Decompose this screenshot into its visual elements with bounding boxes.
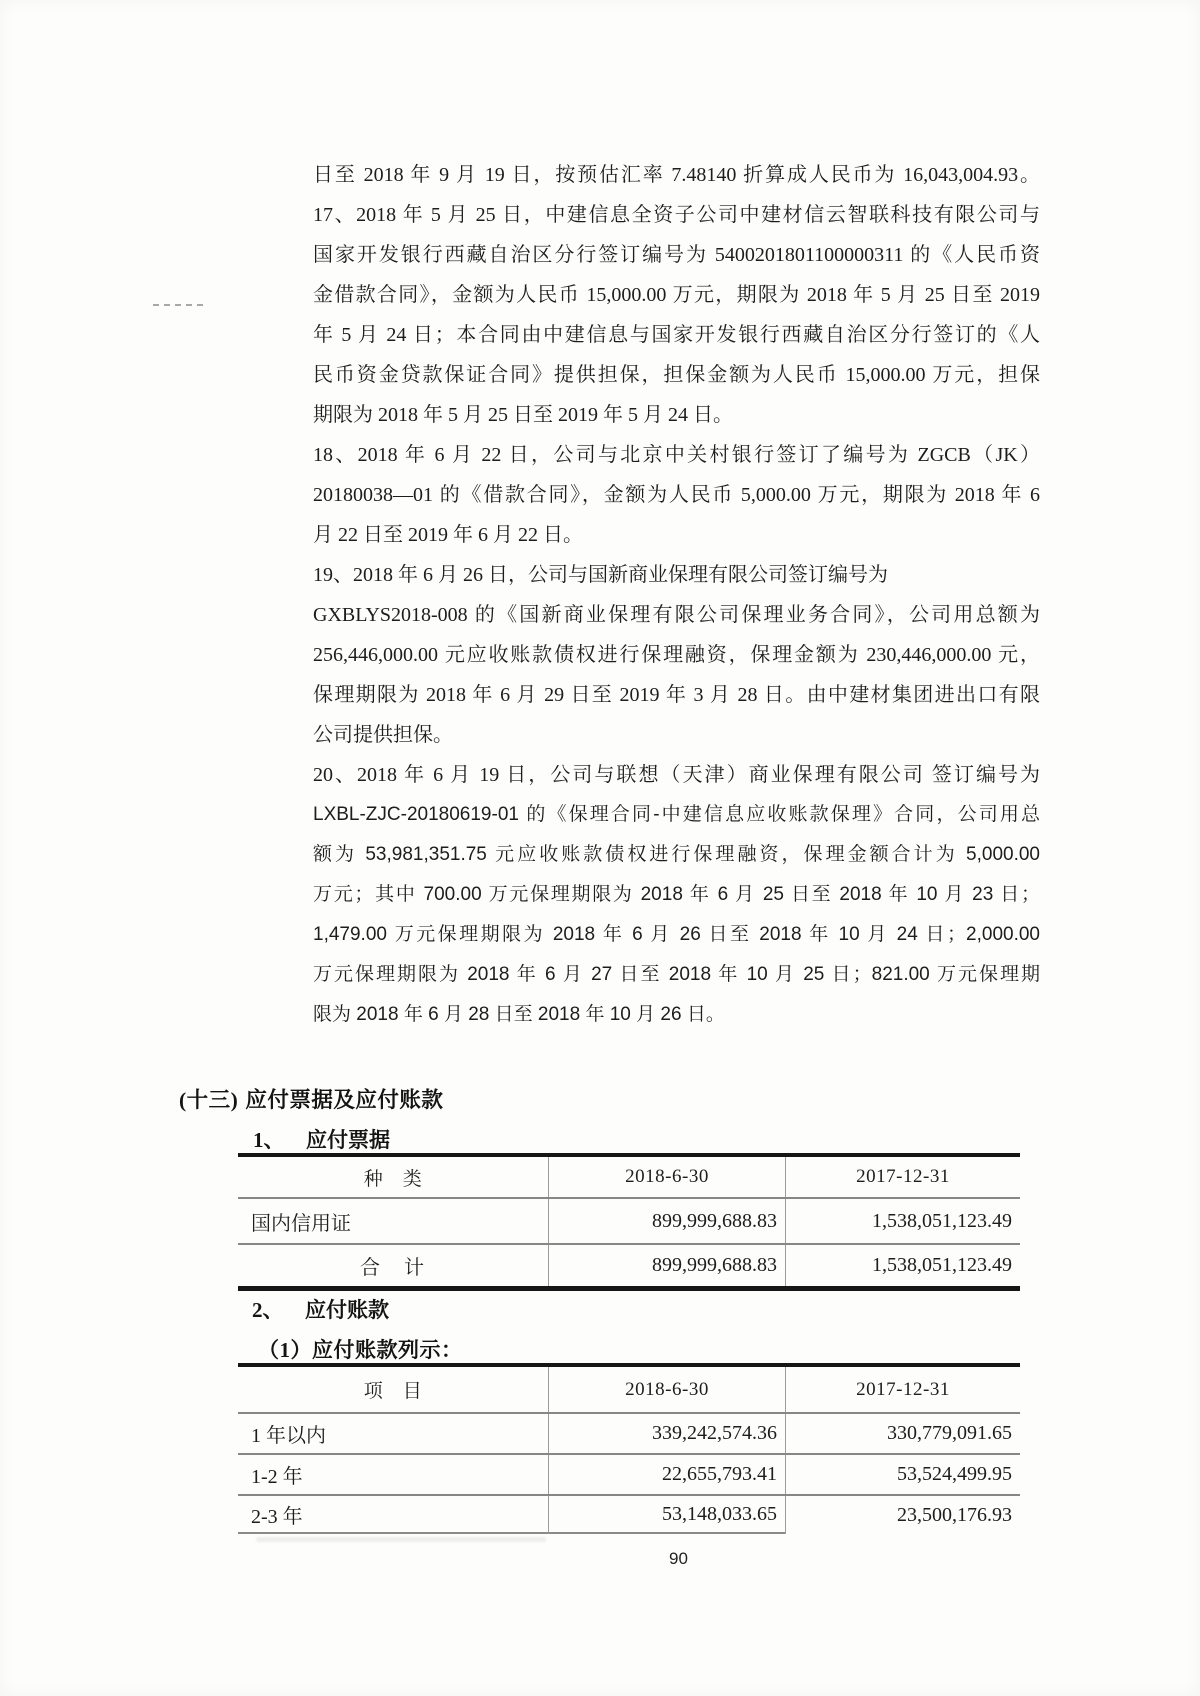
table-value-cell: 1,538,051,123.49 [785, 1245, 1020, 1286]
table-header-cell: 2017-12-31 [785, 1157, 1020, 1197]
body-text-line: 民币资金贷款保证合同》提供担保，担保金额为人民币 15,000.00 万元，担保 [313, 364, 1040, 386]
subsection-title: 应付账款 [305, 1298, 389, 1322]
body-text-line: 限为 2018 年 6 月 28 日至 2018 年 10 月 26 日。 [313, 1004, 725, 1025]
subsection-number: 1、 [253, 1128, 285, 1152]
table-value-cell: 899,999,688.83 [548, 1245, 785, 1286]
table-value-cell: 1,538,051,123.49 [785, 1199, 1020, 1243]
table-row-label: 2-3 年 [238, 1496, 548, 1534]
table-row-label: 1-2 年 [251, 1466, 303, 1488]
table-row-label: 1 年以内 [251, 1425, 326, 1447]
body-text-line: 万元；其中 700.00 万元保理期限为 2018 年 6 月 25 日至 2018 年 10 月 23 日； [313, 884, 1040, 905]
table-value-cell: 899,999,688.83 [548, 1199, 785, 1243]
body-text-line: GXBLYS2018-008 的《国新商业保理有限公司保理业务合同》，公司用总额为 [313, 604, 1040, 626]
margin-mark [153, 304, 203, 306]
table-value-cell: 330,779,091.65 [785, 1414, 1020, 1453]
table-row [238, 1496, 1020, 1534]
body-text-line: 20180038—01 的《借款合同》，金额为人民币 5,000.00 万元，期限为 2018 年 6 [313, 484, 1040, 506]
body-text-line: 额为 53,981,351.75 元应收账款债权进行保理融资，保理金额合计为 5,000.00 [313, 844, 1040, 865]
body-text-line: 公司提供担保。 [313, 724, 453, 746]
body-text-line: 1,479.00 万元保理期限为 2018 年 6 月 26 日至 2018 年 10 月 24 日；2,000.00 [313, 924, 1040, 945]
table-row [238, 1455, 1020, 1496]
body-text-line: LXBL-ZJC-20180619-01 的《保理合同-中建信息应收账款保理》合同，公司用总 [313, 804, 1040, 825]
section-heading [179, 1083, 443, 1114]
table-value-cell: 53,524,499.95 [785, 1455, 1020, 1494]
body-text-line: 年 5 月 24 日；本合同由中建信息与国家开发银行西藏自治区分行签订的《人 [313, 324, 1040, 346]
table-value-cell: 53,148,033.65 [548, 1496, 785, 1534]
body-text-line: 18、2018 年 6 月 22 日，公司与北京中关村银行签订了编号为 ZGCB（JK） [313, 444, 1040, 466]
body-text-line: 17、2018 年 5 月 25 日，中建信息全资子公司中建材信云智联科技有限公司与 [313, 204, 1040, 226]
accounts-payable-list-heading: （1）应付账款列示： [258, 1338, 463, 1362]
body-text-line: 国家开发银行西藏自治区分行签订编号为 5400201801100000311 的《人民币资 [313, 244, 1040, 266]
body-text-line: 月 22 日至 2019 年 6 月 22 日。 [313, 524, 583, 546]
table-value-cell: 339,242,574.36 [548, 1414, 785, 1453]
notes-payable-table [238, 1153, 1020, 1291]
table-value-cell: 22,655,793.41 [548, 1455, 785, 1494]
body-text-line: 金借款合同》，金额为人民币 15,000.00 万元，期限为 2018 年 5 月 25 日至 2019 [313, 284, 1040, 306]
body-text-line: 期限为 2018 年 5 月 25 日至 2019 年 5 月 24 日。 [313, 404, 733, 426]
table-header-cell: 2017-12-31 [785, 1367, 1020, 1412]
body-text-line: 19、2018 年 6 月 26 日，公司与国新商业保理有限公司签订编号为 [313, 564, 888, 586]
body-text-line: 保理期限为 2018 年 6 月 29 日至 2019 年 3 月 28 日。由中建材集团进出口有限 [313, 684, 1040, 706]
table-row [238, 1414, 1020, 1455]
body-text-line: 256,446,000.00 元应收账款债权进行保理融资，保理金额为 230,446,000.00 元， [313, 644, 1040, 666]
body-text [313, 155, 1040, 1035]
table-value-cell: 23,500,176.93 [785, 1496, 1020, 1534]
body-text-line: 日至 2018 年 9 月 19 日，按预估汇率 7.48140 折算成人民币为 16,043,004.93。 [313, 164, 1040, 186]
body-text-line: 万元保理期限为 2018 年 6 月 27 日至 2018 年 10 月 25 日；821.00 万元保理期 [313, 964, 1040, 985]
table-header-cell: 种 类 [363, 1168, 423, 1190]
subsection-notes-payable-heading [253, 1124, 390, 1154]
table-row-label: 合 计 [360, 1257, 426, 1279]
accounts-payable-table [238, 1363, 1020, 1534]
section-number: (十三) [179, 1088, 239, 1112]
table-header-cell: 项 目 [363, 1381, 423, 1402]
subsection-accounts-payable-heading [252, 1294, 389, 1324]
body-text-line: 20、2018 年 6 月 19 日，公司与联想（天津）商业保理有限公司 签订编号为 [313, 764, 1040, 786]
table-total-row [238, 1245, 1020, 1286]
subsection-number: 2、 [252, 1298, 284, 1322]
table-header-cell: 2018-6-30 [548, 1157, 785, 1197]
section-title: 应付票据及应付账款 [245, 1088, 444, 1112]
table-row [238, 1199, 1020, 1245]
table-row-label: 国内信用证 [251, 1212, 351, 1235]
scan-artifact [256, 1537, 546, 1542]
page-number: 90 [669, 1549, 688, 1568]
table-header-cell: 2018-6-30 [548, 1367, 785, 1412]
subsection-title: 应付票据 [306, 1128, 390, 1152]
